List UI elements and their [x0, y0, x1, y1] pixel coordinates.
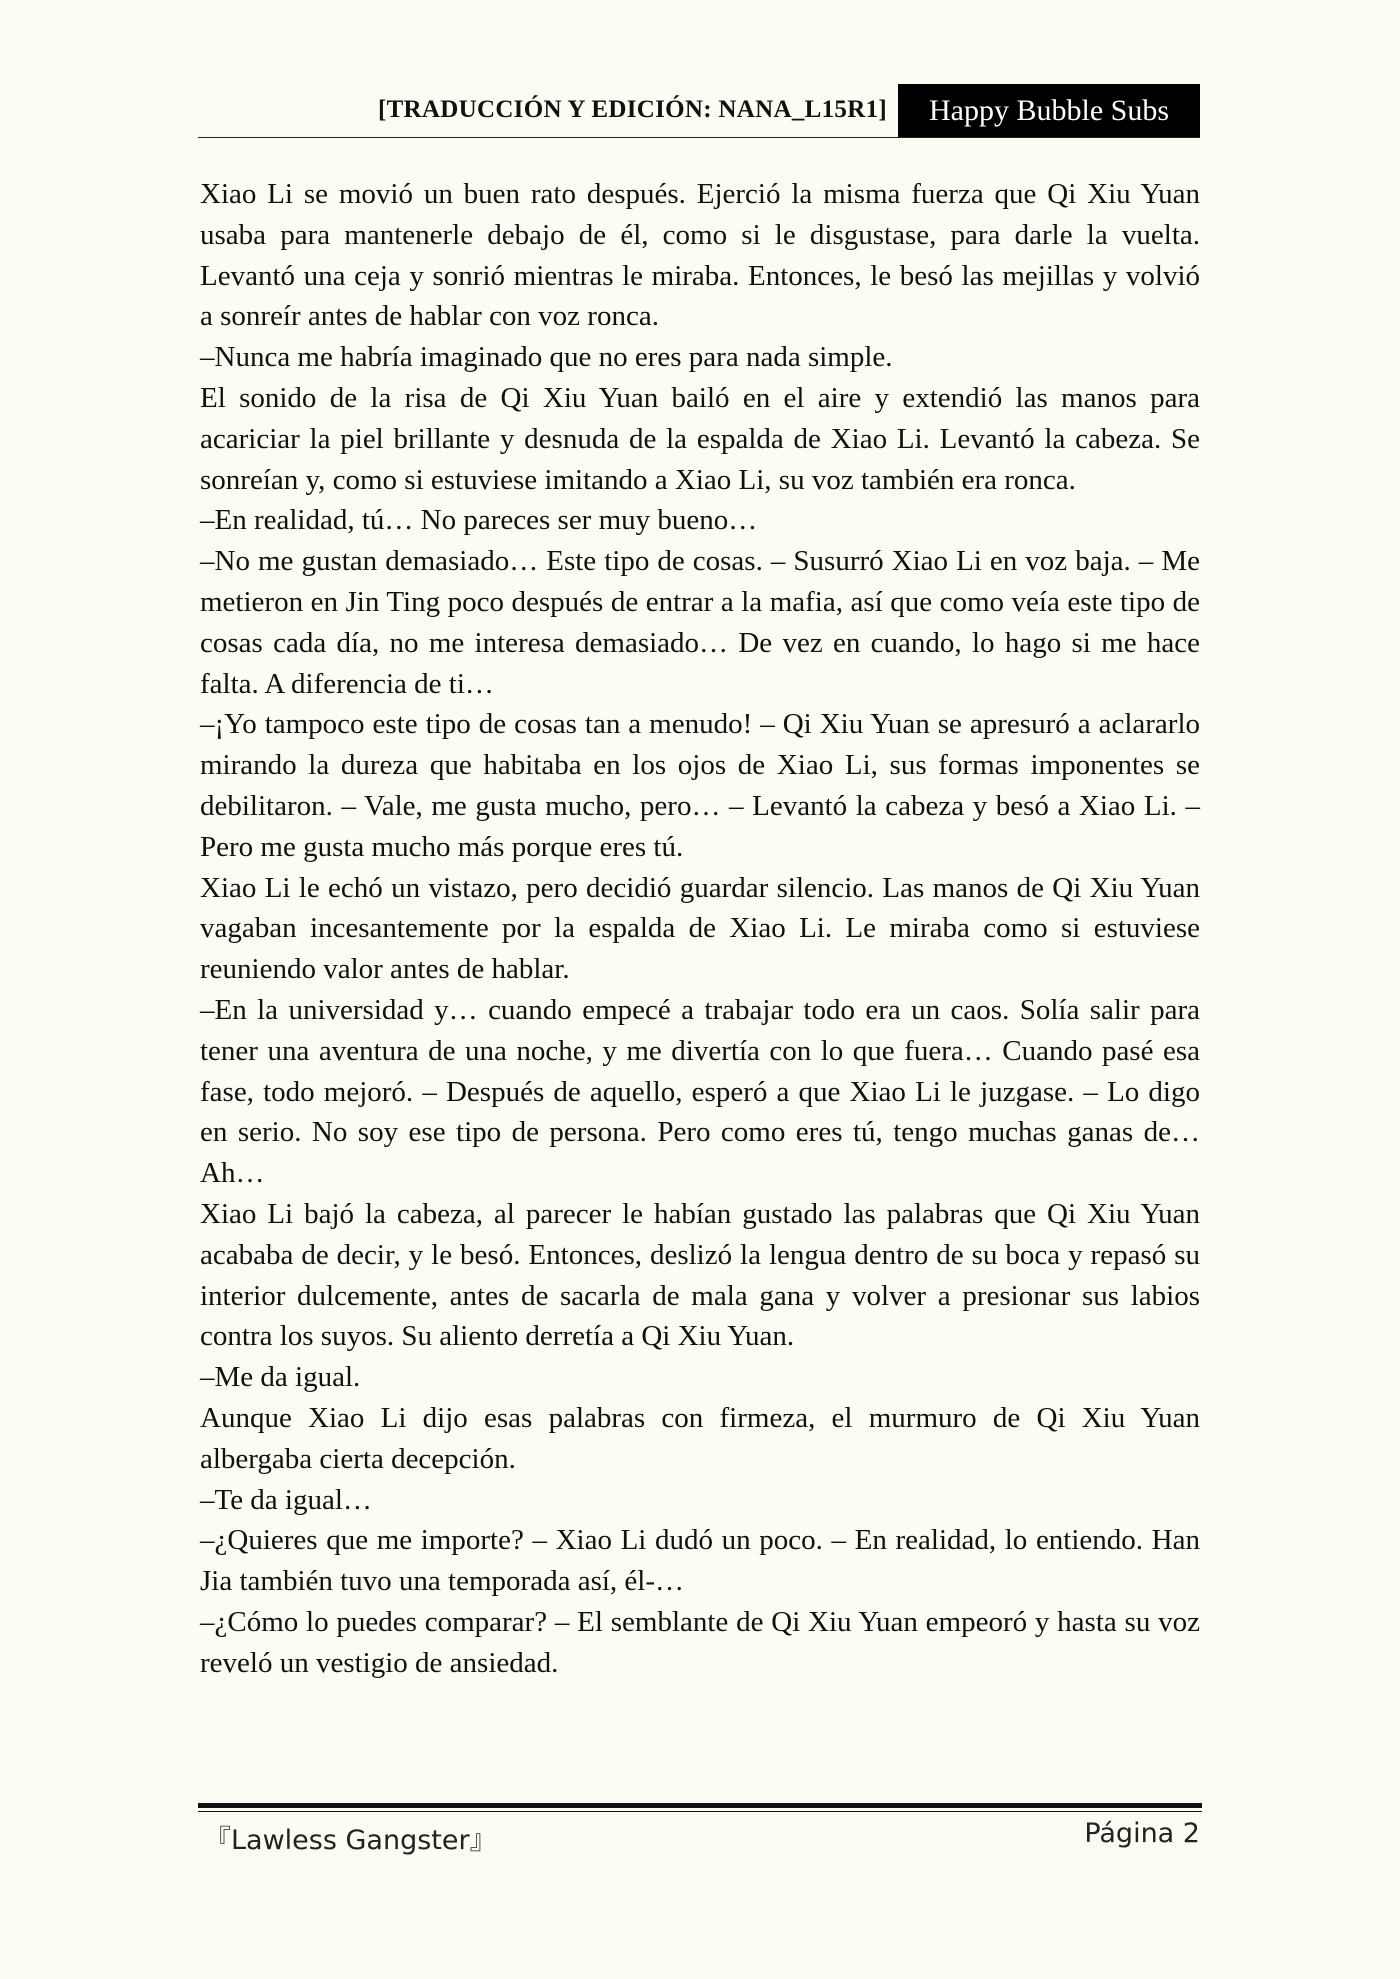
- brand-label: Happy Bubble Subs: [898, 84, 1200, 138]
- translation-credit: [TRADUCCIÓN Y EDICIÓN: NANA_L15R1]: [377, 96, 887, 123]
- paragraph: Xiao Li bajó la cabeza, al parecer le habían gustado las palabras que Qi Xiu Yuan acababa de decir, y le besó. Entonces, deslizó la lengua dentro de su boca y repasó su interior dulcemente, antes de sacarla de mala gana y volver a presionar sus labios contra los suyos. Su aliento derretía a Qi Xiu Yuan.: [200, 1197, 1200, 1353]
- body-text: [200, 174, 1200, 1683]
- paragraph: Aunque Xiao Li dijo esas palabras con firmeza, el murmuro de Qi Xiu Yuan albergaba cierta decepción.: [200, 1401, 1200, 1475]
- paragraph: –Me da igual.: [200, 1361, 361, 1394]
- paragraph: –En la universidad y… cuando empecé a trabajar todo era un caos. Solía salir para tener una aventura de una noche, y me divertía con lo que fuera… Cuando pasé esa fase, todo mejoró. – Después de aquello, esperó a que Xiao Li le juzgase. – Lo digo en serio. No soy ese tipo de persona. Pero como eres tú, tengo muchas ganas de… Ah…: [200, 993, 1200, 1190]
- paragraph: Xiao Li le echó un vistazo, pero decidió guardar silencio. Las manos de Qi Xiu Yuan vagaban incesantemente por la espalda de Xiao Li. Le miraba como si estuviese reuniendo valor antes de hablar.: [200, 871, 1200, 986]
- paragraph: –En realidad, tú… No pareces ser muy bueno…: [200, 504, 758, 537]
- paragraph: –¿Quieres que me importe? – Xiao Li dudó un poco. – En realidad, lo entiendo. Han Jia también tuvo una temporada así, él-…: [200, 1524, 1200, 1598]
- page-header: [198, 84, 1200, 138]
- paragraph: –¡Yo tampoco este tipo de cosas tan a menudo! – Qi Xiu Yuan se apresuró a aclararlo mirando la dureza que habitaba en los ojos de Xiao Li, sus formas imponentes se debilitaron. – Vale, me gusta mucho, pero… – Levantó la cabeza y besó a Xiao Li. – Pero me gusta mucho más porque eres tú.: [200, 708, 1200, 863]
- footer-divider-thin: [198, 1811, 1202, 1812]
- header-divider: [198, 137, 1200, 138]
- paragraph: –Nunca me habría imaginado que no eres para nada simple.: [200, 341, 893, 374]
- paragraph: –Te da igual…: [200, 1483, 372, 1516]
- page-number: Página 2: [1084, 1818, 1200, 1849]
- paragraph: El sonido de la risa de Qi Xiu Yuan bailó en el aire y extendió las manos para acariciar la piel brillante y desnuda de la espalda de Xiao Li. Levantó la cabeza. Se sonreían y, como si estuviese imitando a Xiao Li, su voz también era ronca.: [200, 381, 1200, 496]
- paragraph: –¿Cómo lo puedes comparar? – El semblante de Qi Xiu Yuan empeoró y hasta su voz reveló un vestigio de ansiedad.: [200, 1605, 1200, 1679]
- paragraph: Xiao Li se movió un buen rato después. Ejerció la misma fuerza que Qi Xiu Yuan usaba para mantenerle debajo de él, como si le disgustase, para darle la vuelta. Levantó una ceja y sonrió mientras le miraba. Entonces, le besó las mejillas y volvió a sonreír antes de hablar con voz ronca.: [200, 178, 1200, 333]
- book-title: 『Lawless Gangster』: [204, 1825, 497, 1856]
- footer-divider-thick: [198, 1803, 1202, 1808]
- paragraph: –No me gustan demasiado… Este tipo de cosas. – Susurró Xiao Li en voz baja. – Me metieron en Jin Ting poco después de entrar a la mafia, así que como veía este tipo de cosas cada día, no me interesa demasiado… De vez en cuando, lo hago si me hace falta. A diferencia de ti…: [200, 545, 1200, 700]
